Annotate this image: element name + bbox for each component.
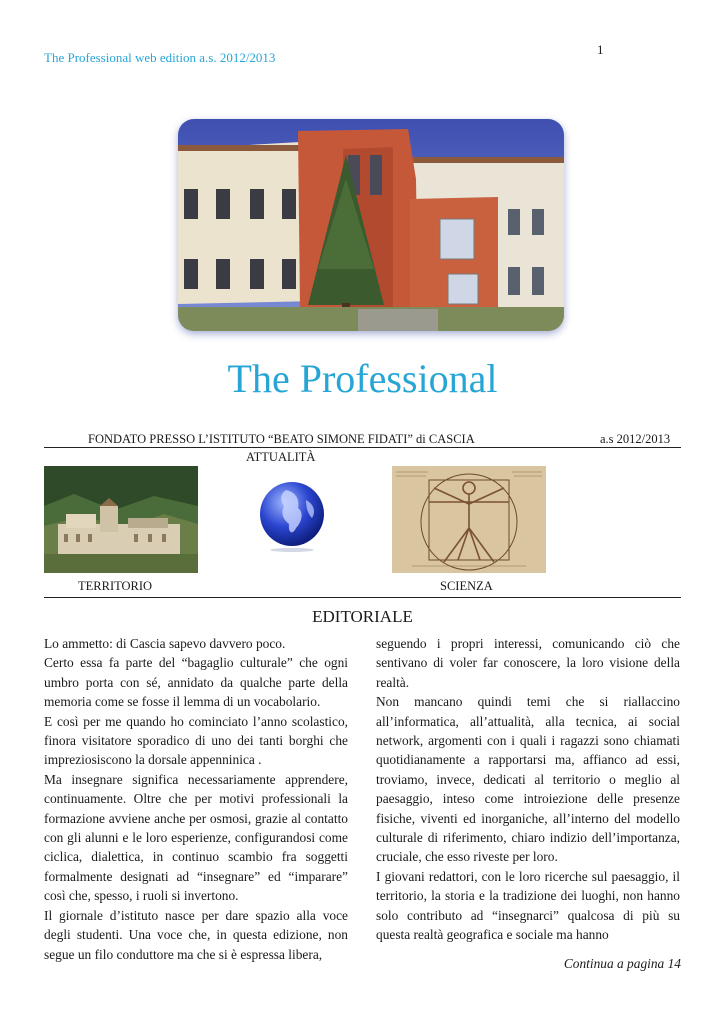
editorial-title: EDITORIALE <box>312 607 413 626</box>
cascia-landscape-illustration <box>44 466 198 573</box>
school-building-illustration <box>178 119 564 331</box>
territorio-photo <box>44 466 198 573</box>
running-head: The Professional web edition a.s. 2012/2013 <box>44 50 276 65</box>
editorial-paragraph: Non mancano quindi temi che si riallaccino all’informatica, all’attualità, alla tecnica, ai social network, argomenti con i quali i ragazzi sono chiamati quotidianamente a rapportarsi ma, affianco ad essi, troviamo, invece, dedicati al territorio o meglio al paesaggio, inteso come introiezione delle presenze fisiche, viventi ed inorganiche, all’interno del modello culturale di riferimento, chiaro indizio dell’importanza, cruciale, che esso riveste per loro. <box>376 694 680 865</box>
editorial-right-column <box>376 634 680 945</box>
scienza-image <box>392 466 546 573</box>
section-label-attualita: ATTUALITÀ <box>246 450 316 464</box>
section-label-scienza: SCIENZA <box>440 579 493 593</box>
hero-school-photo <box>178 119 564 331</box>
section-label-territorio: TERRITORIO <box>78 579 153 593</box>
editorial-paragraph: Certo essa fa parte del “bagaglio culturale” che ogni umbro porta con sé, annidato da qualche parte della memoria come se fosse il lemma di un vocabolario. <box>44 655 348 710</box>
editorial-paragraph: seguendo i propri interessi, comunicando ciò che sentivano di voler far conoscere, la loro visione della realtà. <box>376 636 680 690</box>
sections-rule <box>44 597 681 598</box>
editorial-paragraph: E così per me quando ho cominciato l’anno scolastico, finora visitatore sporadico di uno dei tanti borghi che impreziosiscono la dorsale appenninica . <box>44 713 348 768</box>
globe-illustration <box>256 480 328 552</box>
editorial-paragraph: Ma insegnare significa necessariamente apprendere, continuamente. Oltre che per motivi professionali la formazione avviene anche per osmosi, grazie al contatto con gli alunni e le loro esperienze, configurandosi come ciclica, dialettica, in continuo scambio fra soggetti formalmente designati ad “insegnare” ed “imparare” così che, spesso, i ruoli si invertono. <box>44 771 348 904</box>
vitruvian-man-illustration <box>392 466 546 573</box>
editorial-paragraph: Il giornale d’istituto nasce per dare spazio alla voce degli studenti. Una voce che, in questa edizione, non segue un filo conduttore ma che si è espressa libera, <box>44 907 348 962</box>
continued-link[interactable]: Continua a pagina 14 <box>563 956 681 971</box>
founding-statement: FONDATO PRESSO L’ISTITUTO “BEATO SIMONE FIDATI” di CASCIA <box>88 432 475 446</box>
masthead-title: The Professional <box>227 356 498 401</box>
school-year: a.s 2012/2013 <box>600 432 671 446</box>
editorial-paragraph: Lo ammetto: di Cascia sapevo davvero poco. <box>44 636 286 651</box>
editorial-paragraph: I giovani redattori, con le loro ricerche sul paesaggio, il territorio, la storia e la tradizione dei luoghi, non hanno solo contributo ad “insegnarci” qualcosa di più su questa realtà geografica e sociale ma hanno <box>376 868 680 943</box>
page-number: 1 <box>597 42 604 57</box>
globe-icon <box>256 480 328 552</box>
editorial-left-column <box>44 634 348 964</box>
masthead-rule <box>44 447 681 448</box>
